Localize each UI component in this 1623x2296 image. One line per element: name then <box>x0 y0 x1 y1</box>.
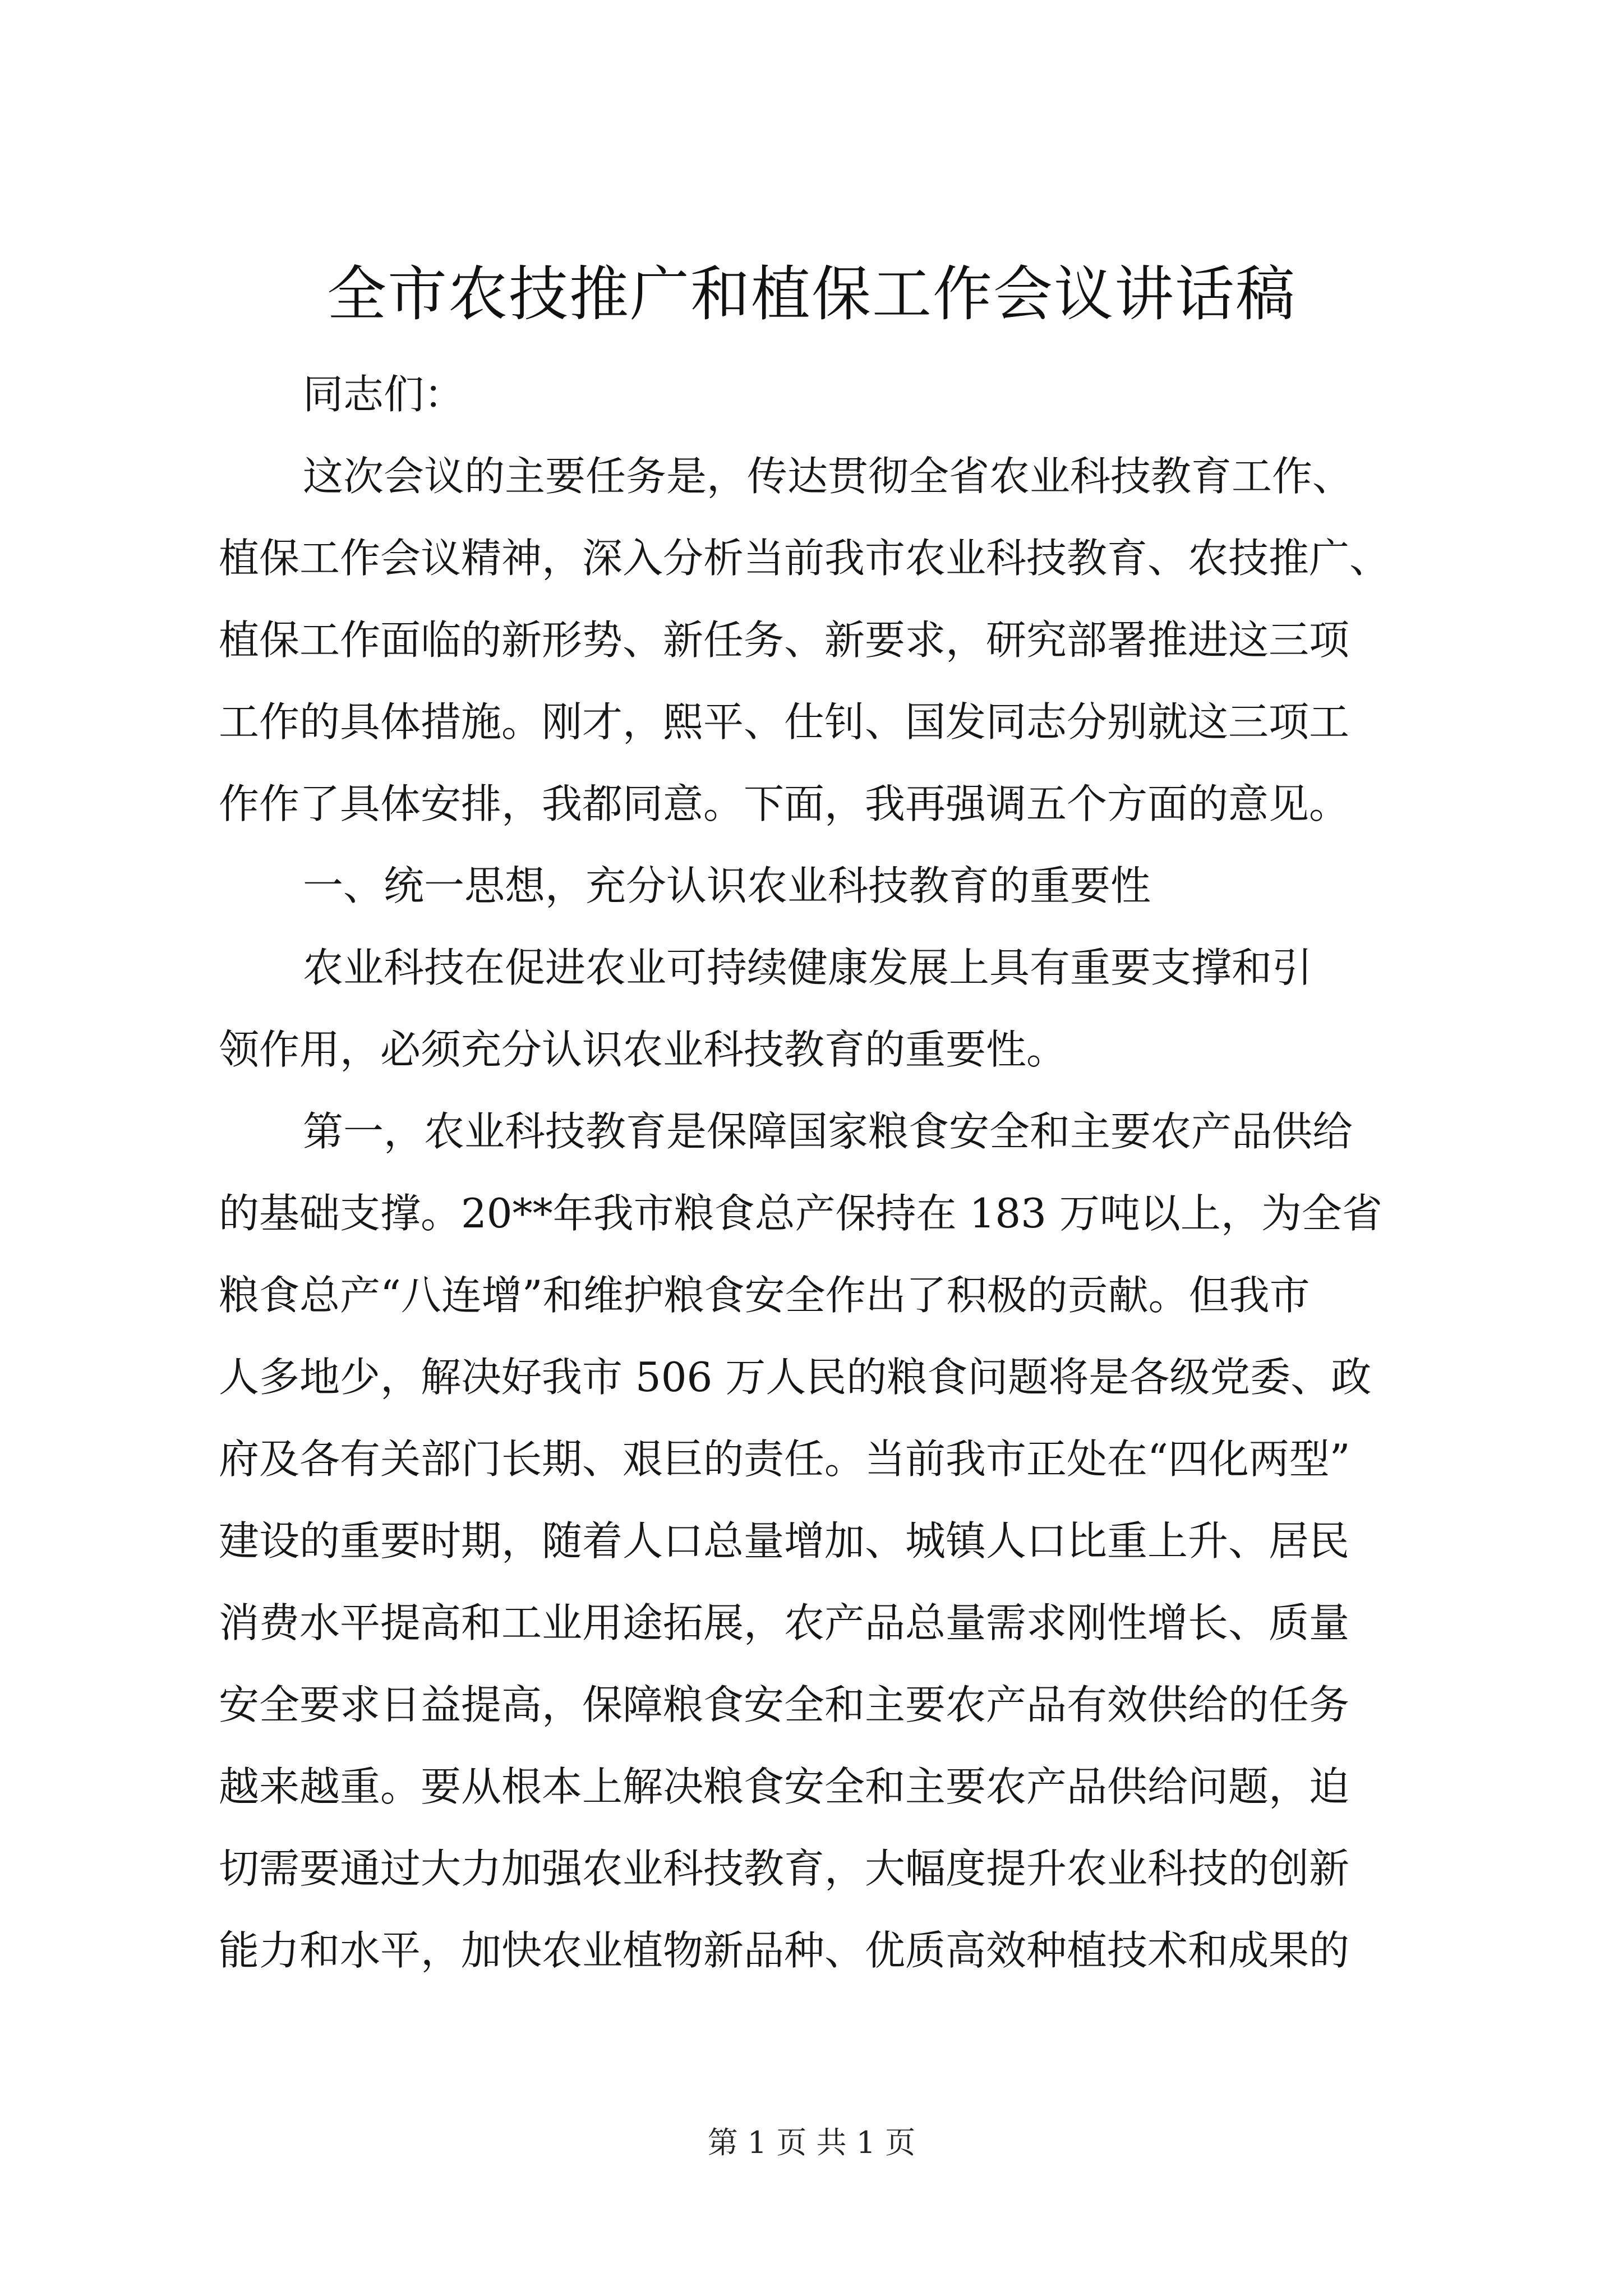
body-line: 人多地少，解决好我市 506 万人民的粮食问题将是各级党委、政 <box>219 1354 1372 1401</box>
body-line: 切需要通过大力加强农业科技教育，大幅度提升农业科技的创新 <box>219 1845 1350 1892</box>
body-line: 越来越重。要从根本上解决粮食安全和主要农产品供给问题，迫 <box>219 1763 1350 1810</box>
body-line: 这次会议的主要任务是，传达贯彻全省农业科技教育工作、 <box>303 453 1353 500</box>
document-title: 全市农技推广和植保工作会议讲话稿 <box>327 260 1296 329</box>
body-line: 植保工作面临的新形势、新任务、新要求，研究部署推进这三项 <box>219 616 1350 664</box>
body-line: 同志们： <box>303 371 465 418</box>
body-line: 安全要求日益提高，保障粮食安全和主要农产品有效供给的任务 <box>219 1681 1350 1728</box>
body-line: 作作了具体安排，我都同意。下面，我再强调五个方面的意见。 <box>219 780 1350 827</box>
page-footer: 第 1 页 共 1 页 <box>707 2125 916 2160</box>
body-line: 工作的具体措施。刚才，熙平、仕钊、国发同志分别就这三项工 <box>219 698 1350 746</box>
body-line: 建设的重要时期，随着人口总量增加、城镇人口比重上升、居民 <box>219 1517 1350 1565</box>
body-line: 一、统一思想，充分认识农业科技教育的重要性 <box>303 862 1151 909</box>
body-line: 第一，农业科技教育是保障国家粮食安全和主要农产品供给 <box>303 1108 1353 1155</box>
body-line: 农业科技在促进农业可持续健康发展上具有重要支撑和引 <box>303 944 1313 991</box>
body-line: 的基础支撑。20**年我市粮食总产保持在 183 万吨以上，为全省 <box>219 1190 1382 1237</box>
body-line: 府及各有关部门长期、艰巨的责任。当前我市正处在“四化两型” <box>219 1435 1350 1483</box>
body-line: 消费水平提高和工业用途拓展，农产品总量需求刚性增长、质量 <box>219 1599 1350 1646</box>
body-line: 能力和水平，加快农业植物新品种、优质高效种植技术和成果的 <box>219 1927 1350 1974</box>
body-line: 领作用，必须充分认识农业科技教育的重要性。 <box>219 1026 1067 1073</box>
body-line: 植保工作会议精神，深入分析当前我市农业科技教育、农技推广、 <box>219 535 1390 582</box>
document-body <box>219 353 1408 1991</box>
body-line: 粮食总产“八连增”和维护粮食安全作出了积极的贡献。但我市 <box>219 1272 1310 1319</box>
